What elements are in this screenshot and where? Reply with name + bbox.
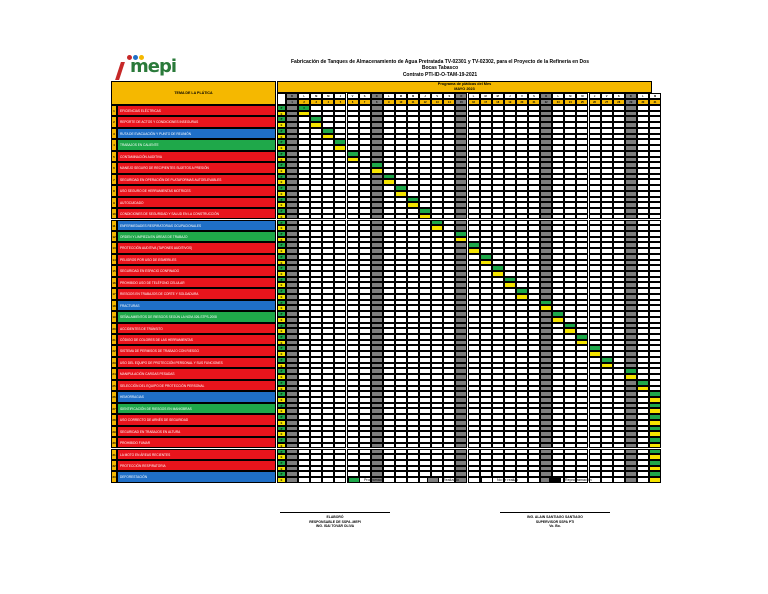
pe-p-label: P bbox=[277, 391, 286, 397]
weekday-letter: L bbox=[383, 93, 395, 99]
day-number: 9 bbox=[383, 99, 395, 105]
pe-p-label: P bbox=[277, 105, 286, 111]
legend-label: No se realizo bbox=[497, 478, 518, 482]
row-number: 11 bbox=[111, 220, 117, 231]
topic-label: DEFORESTACIÓN bbox=[117, 471, 276, 482]
weekday-letter: J bbox=[504, 93, 516, 99]
pe-e-label: E bbox=[277, 305, 286, 311]
weekday-letter: M bbox=[576, 93, 588, 99]
weekday-letter: D bbox=[286, 93, 298, 99]
pe-p-label: P bbox=[277, 426, 286, 432]
weekday-letter: J bbox=[419, 93, 431, 99]
row-number: 30 bbox=[111, 437, 117, 448]
row-number: 23 bbox=[111, 357, 117, 368]
row-number: 25 bbox=[111, 380, 117, 391]
topic-label: TRABAJOS EN CALIENTE bbox=[117, 139, 276, 150]
pe-e-label: E bbox=[277, 363, 286, 369]
row-number: 3 bbox=[111, 128, 117, 139]
topic-label: USO DEL EQUIPO DE PROTECCIÓN PERSONAL Y SUS FUNCIONES bbox=[117, 357, 276, 368]
day-number: 26 bbox=[589, 99, 601, 105]
pe-p-label: P bbox=[277, 368, 286, 374]
signature-left bbox=[260, 512, 410, 529]
pe-p-label: P bbox=[277, 300, 286, 306]
pe-e-label: E bbox=[277, 134, 286, 140]
topic-label: EFICIENCIAS ELÉCTRICAS bbox=[117, 105, 276, 116]
weekday-letter: S bbox=[613, 93, 625, 99]
row-number: 14 bbox=[111, 254, 117, 265]
topic-label: RIESGOS EN TRABAJOS DE CORTE Y SOLDADURA bbox=[117, 288, 276, 299]
header-month: MAYO 2023 bbox=[454, 87, 475, 91]
weekday-letter: J bbox=[589, 93, 601, 99]
row-number: 20 bbox=[111, 323, 117, 334]
legend-swatch bbox=[348, 477, 360, 483]
signature-left-line2: RESPONSABLE DE SSPA -MEPI bbox=[309, 519, 361, 524]
topic-label: PROTECCIÓN RESPIRATORIA bbox=[117, 460, 276, 471]
row-number: 19 bbox=[111, 311, 117, 322]
day-number: 1 bbox=[286, 99, 298, 105]
pe-p-label: P bbox=[277, 128, 286, 134]
pe-p-label: P bbox=[277, 208, 286, 214]
topic-label: ACCIDENTES DE TRÁNSITO bbox=[117, 323, 276, 334]
pe-p-label: P bbox=[277, 323, 286, 329]
weekday-letter: D bbox=[455, 93, 467, 99]
topic-label: SEGURIDAD EN TRABAJOS EN ALTURA bbox=[117, 426, 276, 437]
pe-p-label: P bbox=[277, 197, 286, 203]
topic-label: FRACTURAS bbox=[117, 300, 276, 311]
weekday-letter: L bbox=[552, 93, 564, 99]
pe-e-label: E bbox=[277, 225, 286, 231]
pe-e-label: E bbox=[277, 168, 286, 174]
day-number: 7 bbox=[359, 99, 371, 105]
pe-e-label: E bbox=[277, 191, 286, 197]
pe-e-label: E bbox=[277, 122, 286, 128]
pe-e-label: E bbox=[277, 111, 286, 117]
pe-p-label: P bbox=[277, 449, 286, 455]
day-number: 5 bbox=[334, 99, 346, 105]
day-number: 2 bbox=[298, 99, 310, 105]
pe-p-label: P bbox=[277, 460, 286, 466]
pe-e-label: E bbox=[277, 214, 286, 220]
pe-e-label: E bbox=[277, 317, 286, 323]
pe-e-label: E bbox=[277, 294, 286, 300]
topic-label: SEÑALAMIENTOS DE RIESGOS SEGÚN LA NOM-026-STPS-2008 bbox=[117, 311, 276, 322]
signature-right-role: ING. ALAIN SANTIAGO SANTIAGO bbox=[527, 515, 583, 519]
signature-line bbox=[500, 512, 610, 513]
weekday-letter: L bbox=[637, 93, 649, 99]
pe-e-label: E bbox=[277, 408, 286, 414]
pe-e-label: E bbox=[277, 466, 286, 472]
weekday-letter: M bbox=[322, 93, 334, 99]
day-number: 11 bbox=[407, 99, 419, 105]
logo-text: mepi bbox=[130, 56, 177, 77]
row-number: 6 bbox=[111, 162, 117, 173]
day-number: 3 bbox=[310, 99, 322, 105]
pe-p-label: P bbox=[277, 380, 286, 386]
row-number: 22 bbox=[111, 345, 117, 356]
title-line-1: Fabricación de Tanques de Almacenamiento de Agua Pretratada TV-02301 y TV-02302, para el Proyecto de la Refinería en Dos Bocas Tabasco bbox=[291, 59, 589, 72]
signature-right-name: Vo. Bo. bbox=[549, 524, 561, 528]
topic-label: MANEJO SEGURO DE RECIPIENTES SUJETOS A PRESIÓN bbox=[117, 162, 276, 173]
pe-e-label: E bbox=[277, 328, 286, 334]
mepi-logo bbox=[118, 57, 176, 77]
pe-p-label: P bbox=[277, 185, 286, 191]
pe-e-label: E bbox=[277, 237, 286, 243]
day-number: 27 bbox=[601, 99, 613, 105]
weekday-letter: L bbox=[298, 93, 310, 99]
row-number: 17 bbox=[111, 288, 117, 299]
row-number: 28 bbox=[111, 414, 117, 425]
pe-p-label: P bbox=[277, 334, 286, 340]
weekday-letter: L bbox=[468, 93, 480, 99]
day-number: 24 bbox=[564, 99, 576, 105]
pe-e-label: E bbox=[277, 248, 286, 254]
topic-label: PROHIBIDO USO DE TELÉFONO CELULAR bbox=[117, 277, 276, 288]
signature-left-role: ELABORÓ bbox=[326, 515, 344, 519]
weekday-letter: J bbox=[334, 93, 346, 99]
day-number: 25 bbox=[576, 99, 588, 105]
pe-p-label: P bbox=[277, 277, 286, 283]
day-number: 29 bbox=[625, 99, 637, 105]
day-number: 22 bbox=[540, 99, 552, 105]
pe-p-label: P bbox=[277, 231, 286, 237]
row-number: 15 bbox=[111, 265, 117, 276]
pe-p-label: P bbox=[277, 265, 286, 271]
topic-label: HEMORRAGIAS bbox=[117, 391, 276, 402]
row-number: 29 bbox=[111, 426, 117, 437]
legend-label: Reprogramación bbox=[565, 478, 592, 482]
weekday-letter: S bbox=[443, 93, 455, 99]
topic-label: CONTAMINACIÓN AUDITIVA bbox=[117, 151, 276, 162]
day-number: 17 bbox=[480, 99, 492, 105]
topic-label: PROHIBIDO FUMAR bbox=[117, 437, 276, 448]
pe-e-label: E bbox=[277, 443, 286, 449]
day-number: 12 bbox=[419, 99, 431, 105]
pe-p-label: P bbox=[277, 151, 286, 157]
day-number: 23 bbox=[552, 99, 564, 105]
signature-line bbox=[280, 512, 390, 513]
topic-label: REPORTE DE ACTOS Y CONDICIONES INSEGURAS bbox=[117, 116, 276, 127]
weekday-letter: V bbox=[516, 93, 528, 99]
topic-label: SISTEMA DE PERMISOS DE TRABAJO CON RIESGO bbox=[117, 345, 276, 356]
day-number: 31 bbox=[649, 99, 661, 105]
weekday-letter: V bbox=[431, 93, 443, 99]
legend-swatch bbox=[427, 477, 439, 483]
title-line-2: Contrato PTI-ID-O-TAM-19-2021 bbox=[402, 71, 478, 78]
day-cell-programmed: X bbox=[298, 105, 310, 111]
topic-label: ORDEN Y LIMPIEZA EN ÁREAS DE TRABAJO bbox=[117, 231, 276, 242]
row-number: 26 bbox=[111, 391, 117, 402]
row-number: 9 bbox=[111, 197, 117, 208]
pe-e-label: E bbox=[277, 202, 286, 208]
pe-p-label: P bbox=[277, 414, 286, 420]
pe-e-label: E bbox=[277, 374, 286, 380]
logo-mark-icon bbox=[115, 62, 125, 80]
weekday-letter: M bbox=[395, 93, 407, 99]
pe-e-label: E bbox=[277, 397, 286, 403]
topic-label: PELIGROS POR USO DE ESMERILES bbox=[117, 254, 276, 265]
pe-p-label: P bbox=[277, 288, 286, 294]
day-number: 16 bbox=[468, 99, 480, 105]
row-number: 24 bbox=[111, 368, 117, 379]
topic-label: RUTA DE EVACUACIÓN Y PUNTO DE REUNIÓN bbox=[117, 128, 276, 139]
pe-p-label: P bbox=[277, 116, 286, 122]
signature-right bbox=[480, 512, 630, 529]
day-number: 10 bbox=[395, 99, 407, 105]
row-number: 16 bbox=[111, 277, 117, 288]
weekday-letter: D bbox=[625, 93, 637, 99]
row-number: 2 bbox=[111, 116, 117, 127]
document-title bbox=[290, 59, 590, 78]
topic-label: IDENTIFICACIÓN DE RIESGOS EN MANIOBRAS bbox=[117, 403, 276, 414]
weekday-letter: V bbox=[601, 93, 613, 99]
pe-p-label: P bbox=[277, 162, 286, 168]
row-number: 12 bbox=[111, 231, 117, 242]
topic-label: LA MOTO EN ÁREAS RECIENTES bbox=[117, 449, 276, 460]
pe-p-label: P bbox=[277, 139, 286, 145]
day-number: 8 bbox=[371, 99, 383, 105]
topic-label: MANIPULACIÓN CARGAS PESADAS bbox=[117, 368, 276, 379]
day-number: 28 bbox=[613, 99, 625, 105]
day-number: 20 bbox=[516, 99, 528, 105]
pe-p-label: P bbox=[277, 357, 286, 363]
pe-header bbox=[277, 93, 286, 105]
pe-p-label: P bbox=[277, 311, 286, 317]
day-number: 13 bbox=[431, 99, 443, 105]
row-number: 21 bbox=[111, 334, 117, 345]
weekday-letter: M bbox=[649, 93, 661, 99]
pe-e-label: E bbox=[277, 420, 286, 426]
topic-label: ENFERMEDADES RESPIRATORIAS OCUPACIONALES bbox=[117, 220, 276, 231]
weekday-letter: S bbox=[528, 93, 540, 99]
legend-swatch bbox=[481, 477, 493, 483]
pe-p-label: P bbox=[277, 471, 286, 477]
weekday-letter: M bbox=[310, 93, 322, 99]
row-number: 5 bbox=[111, 151, 117, 162]
topic-label: USO SEGURO DE HERRAMIENTAS MOTRICES bbox=[117, 185, 276, 196]
weekday-letter: D bbox=[371, 93, 383, 99]
row-number: 32 bbox=[111, 460, 117, 471]
day-number: 15 bbox=[455, 99, 467, 105]
day-number: 30 bbox=[637, 99, 649, 105]
pe-e-label: E bbox=[277, 351, 286, 357]
weekday-letter: M bbox=[407, 93, 419, 99]
row-number: 31 bbox=[111, 449, 117, 460]
pe-e-label: E bbox=[277, 179, 286, 185]
pe-p-label: P bbox=[277, 437, 286, 443]
topic-label: SEGURIDAD EN OPERACIÓN DE PLATAFORMAS AUTOELEVABLES bbox=[117, 174, 276, 185]
pe-e-label: E bbox=[277, 386, 286, 392]
row-number: 10 bbox=[111, 208, 117, 219]
day-number: 18 bbox=[492, 99, 504, 105]
row-number: 1 bbox=[111, 105, 117, 116]
topic-label: USO CORRECTO DE ARNÉS DE SEGURIDAD bbox=[117, 414, 276, 425]
row-number: 8 bbox=[111, 185, 117, 196]
pe-e-label: E bbox=[277, 145, 286, 151]
day-number: 14 bbox=[443, 99, 455, 105]
pe-e-label: E bbox=[277, 477, 286, 483]
topic-label: PROTECCIÓN AUDITIVA (TAPONES AUDITIVOS) bbox=[117, 242, 276, 253]
weekday-letter: M bbox=[492, 93, 504, 99]
pe-e-label: E bbox=[277, 157, 286, 163]
signature-left-name: ING. ISAI TOVAR OLIVA bbox=[315, 524, 355, 528]
header-programa bbox=[277, 81, 652, 93]
pe-e-label: E bbox=[277, 260, 286, 266]
day-number: 4 bbox=[322, 99, 334, 105]
header-programa-label: Programa de pláticas del Mes bbox=[437, 82, 492, 86]
row-number: 4 bbox=[111, 139, 117, 150]
legend-label: Programado bbox=[364, 478, 384, 482]
legend bbox=[0, 477, 768, 489]
pe-e-label: E bbox=[277, 271, 286, 277]
pe-p-label: P bbox=[277, 242, 286, 248]
row-number: 27 bbox=[111, 403, 117, 414]
weekday-letter: D bbox=[540, 93, 552, 99]
topic-label: AUTOCUIDADO bbox=[117, 197, 276, 208]
day-number: 21 bbox=[528, 99, 540, 105]
row-number: 18 bbox=[111, 300, 117, 311]
pe-p-label: P bbox=[277, 220, 286, 226]
weekday-letter: M bbox=[480, 93, 492, 99]
pe-p-label: P bbox=[277, 403, 286, 409]
day-number: 19 bbox=[504, 99, 516, 105]
topic-label: CÓDIGO DE COLORES DE LAS HERRAMIENTAS bbox=[117, 334, 276, 345]
weekday-letter: S bbox=[359, 93, 371, 99]
pe-p-label: P bbox=[277, 345, 286, 351]
legend-swatch bbox=[549, 477, 561, 483]
row-number: 7 bbox=[111, 174, 117, 185]
topic-label: SEGURIDAD EN ESPACIO CONFINADO bbox=[117, 265, 276, 276]
pe-e-label: E bbox=[277, 340, 286, 346]
pe-e-label: E bbox=[277, 431, 286, 437]
row-number: 33 bbox=[111, 471, 117, 482]
topic-label: CONDICIONES DE SEGURIDAD Y SALUD EN LA CONSTRUCCIÓN bbox=[117, 208, 276, 219]
legend-label: Realizado bbox=[443, 478, 459, 482]
topic-label: SELECCIÓN DEL EQUIPO DE PROTECCIÓN PERSONAL bbox=[117, 380, 276, 391]
header-tema: TEMA DE LA PLÁTICA bbox=[111, 81, 276, 105]
day-number: 6 bbox=[347, 99, 359, 105]
signature-right-line2: SUPERVISOR SSPA PTI bbox=[535, 519, 575, 524]
pe-p-label: P bbox=[277, 174, 286, 180]
pe-p-label: P bbox=[277, 254, 286, 260]
weekday-letter: V bbox=[347, 93, 359, 99]
pe-e-label: E bbox=[277, 454, 286, 460]
pe-e-label: E bbox=[277, 282, 286, 288]
weekday-letter: M bbox=[564, 93, 576, 99]
row-number: 13 bbox=[111, 242, 117, 253]
